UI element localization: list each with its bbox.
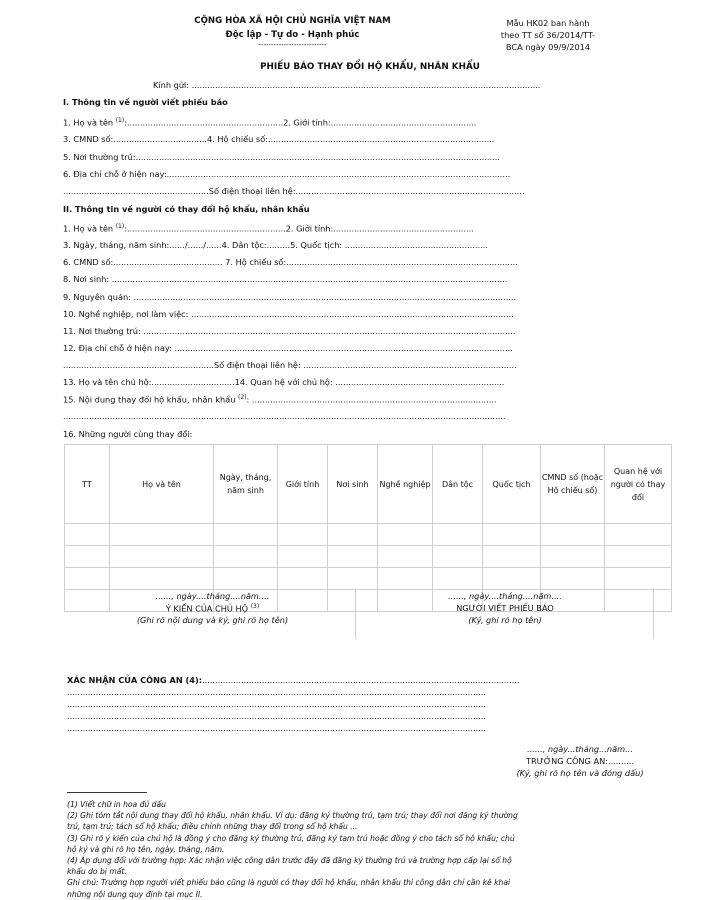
kinh-gui-field[interactable]: Kính gửi: ...................................................................................................................................... — [153, 80, 541, 90]
footnote-line: khẩu do bị mất. — [67, 867, 127, 877]
footnote-1-ref: (1) — [115, 117, 125, 124]
table-row[interactable] — [65, 524, 672, 546]
nation-title: CỘNG HÒA XÃ HỘI CHỦ NGHĨA VIỆT NAM — [194, 16, 391, 26]
reporter-phone-field[interactable]: ........................................................Số điện thoại liên hệ:........................................................................................ — [63, 186, 525, 196]
household-head-note: (Ghi rõ nội dung và ký, ghi rõ họ tên) — [136, 615, 289, 625]
form-code-line-1: Mẫu HK02 ban hành — [506, 18, 590, 28]
person-residence-field[interactable]: 11. Nơi thường trú: ............................................................................................................................................... — [63, 326, 516, 336]
household-head-field[interactable]: 13. Họ và tên chủ hộ:................................14. Quan hệ với chủ hộ: ................................................................. — [63, 377, 505, 387]
footnote-line: hộ ký và ghi rõ họ tên, ngày, tháng, năm. — [67, 844, 225, 854]
footnote-1-ref: (1) — [115, 223, 125, 230]
reporter-signature-note: (Ký, ghi rõ họ tên) — [468, 615, 542, 625]
person-phone-field[interactable]: ..........................................................Số điện thoại liên hệ: .................................................................................. — [63, 360, 517, 370]
form-title: PHIẾU BÁO THAY ĐỔI HỘ KHẨU, NHÂN KHẨU — [260, 62, 480, 72]
person-name-label: 1. Họ và tên — [63, 223, 116, 234]
person-id-field[interactable]: 6. CMND số:.......................................... 7. Hộ chiếu số:......................................................................................... — [63, 257, 518, 267]
household-head-date: ......, ngày....tháng....năm.... — [155, 591, 270, 601]
person-address-field[interactable]: 12. Địa chỉ chỗ ở hiện nay: .................................................................................................................................. — [63, 343, 513, 353]
reporter-residence-field[interactable]: 5. Nơi thường trú:............................................................................................................................................ — [63, 152, 500, 162]
footnote-rule — [67, 792, 147, 793]
table-row[interactable] — [65, 546, 672, 568]
col-header-ethnicity: Dân tộc — [433, 445, 483, 524]
footnote-line: (4) Áp dụng đối với trường hợp: Xác nhận việc công dân trước đây đã đăng ký thường trú và trường hợp cấp lại sổ hộ — [67, 856, 512, 866]
col-header-gender: Giới tính — [278, 445, 328, 524]
reporter-name-label: 1. Họ và tên — [63, 117, 116, 128]
person-name-field[interactable] — [63, 223, 474, 234]
police-dot-line-1[interactable]: ................................................................................................................................................................. — [67, 687, 487, 697]
reporter-id-field[interactable]: 3. CMND số:....................................4. Hộ chiếu số:....................................................................................... — [63, 134, 495, 144]
reporter-address-field[interactable]: 6. Địa chỉ chỗ ở hiện nay:.................................................................................................................................... — [63, 169, 511, 179]
police-dot-line-2[interactable]: ................................................................................................................................................................. — [67, 699, 487, 709]
footnote-line: Ghi chú: Trường hợp người viết phiếu báo cũng là người có thay đổi hộ khẩu, nhân khẩu thì công dân chỉ cần kê khai — [67, 878, 511, 888]
reporter-signature-title: NGƯỜI VIẾT PHIẾU BÁO — [456, 603, 554, 613]
reporter-name-field[interactable] — [63, 117, 476, 128]
footnote-2-ref: (2) — [238, 394, 247, 401]
police-confirmation-heading: XÁC NHẬN CỦA CÔNG AN (4):.......................................................................................................................... — [67, 675, 520, 685]
col-header-relation: Quan hệ với người có thay đổi — [605, 445, 672, 524]
signature-divider-right — [653, 589, 654, 639]
section-1-heading: I. Thông tin về người viết phiếu báo — [63, 97, 228, 107]
co-changers-table — [64, 444, 672, 612]
col-header-birthplace: Nơi sinh — [328, 445, 378, 524]
person-occupation-field[interactable]: 10. Nghề nghiệp, nơi làm việc: ............................................................................................................................ — [63, 309, 514, 319]
footnote-line: trú, tạm trú; tách sổ hộ khẩu; điều chỉnh những thay đổi trong sổ hộ khẩu ... — [67, 822, 358, 832]
footnote-line: (3) Ghi rõ ý kiến của chủ hộ là đồng ý cho đăng ký thường trú, đăng ký tạm trú hoặc đồng ý cho tách sổ hộ khẩu; chủ — [67, 833, 515, 843]
police-chief-note: (Ký, ghi rõ họ tên và đóng dấu) — [516, 768, 644, 778]
police-dot-line-4[interactable]: ................................................................................................................................................................. — [67, 723, 487, 733]
footnote-line: (1) Viết chữ in hoa đủ dấu — [67, 800, 166, 809]
person-birth-field[interactable]: 3. Ngày, tháng, năm sinh:....../....../......4. Dân tộc:.........5. Quốc tịch: ....................................................... — [63, 240, 488, 250]
col-header-tt: TT — [65, 445, 110, 524]
reporter-date: ......, ngày....tháng....năm.... — [448, 591, 562, 601]
footnote-line: (2) Ghi tóm tắt nội dung thay đổi hộ khẩu, nhân khẩu. Ví dụ: đăng ký thường trú, tạm trú; thay đổi nơi đăng ký thường — [67, 811, 518, 821]
household-head-opinion-title: Ý KIẾN CỦA CHỦ HỘ $^{(3)}$ — [165, 603, 260, 614]
person-birthplace-field[interactable]: 8. Nơi sinh: ........................................................................................................................................................ — [63, 274, 508, 284]
col-header-occupation: Nghề nghiệp — [378, 445, 433, 524]
police-date: ......, ngày...tháng...năm... — [527, 744, 633, 754]
change-content-label: 15. Nội dung thay đổi hộ khẩu, nhân khẩu — [63, 394, 239, 405]
change-content-field[interactable] — [63, 394, 497, 405]
motto: Độc lập - Tự do - Hạnh phúc — [225, 30, 360, 40]
footnotes — [67, 799, 679, 900]
co-changers-label: 16. Những người cùng thay đổi: — [63, 429, 193, 439]
col-header-name: Họ và tên — [110, 445, 214, 524]
col-header-dob: Ngày, tháng, năm sinh — [214, 445, 278, 524]
section-2-heading: II. Thông tin về người có thay đổi hộ khẩu, nhân khẩu — [63, 204, 310, 214]
person-name-dots: :.............................................................2. Giới tính:...................................................... — [124, 223, 474, 234]
police-chief-title: TRƯỞNG CÔNG AN:.......... — [525, 756, 634, 766]
table-row[interactable] — [65, 568, 672, 590]
footnote-3-ref: (3) — [250, 603, 260, 610]
form-code-line-3: BCA ngày 09/9/2014 — [505, 42, 591, 52]
change-content-dots: : .............................................................................................. — [246, 394, 497, 405]
table-header-row — [65, 445, 672, 524]
person-origin-field[interactable]: 9. Nguyên quán: ................................................................................................................................................... — [63, 292, 517, 302]
form-code-line-2: theo TT số 36/2014/TT- — [500, 30, 596, 40]
col-header-id-number: CMND số (hoặc Hộ chiếu số) — [541, 445, 605, 524]
footnote-line: những nội dung quy định tại mục II. — [67, 889, 203, 899]
police-confirmation-dots[interactable]: .......................................................................................................................... — [201, 675, 520, 685]
change-content-continuation[interactable]: .......................................................................................................................................................................... — [63, 411, 506, 421]
signature-divider — [355, 589, 356, 639]
motto-underline: --------------------------- — [258, 41, 327, 49]
col-header-nationality: Quốc tịch — [483, 445, 541, 524]
police-dot-line-3[interactable]: ................................................................................................................................................................. — [67, 711, 487, 721]
reporter-name-dots: :............................................................2. Giới tính:........................................................ — [124, 117, 477, 128]
